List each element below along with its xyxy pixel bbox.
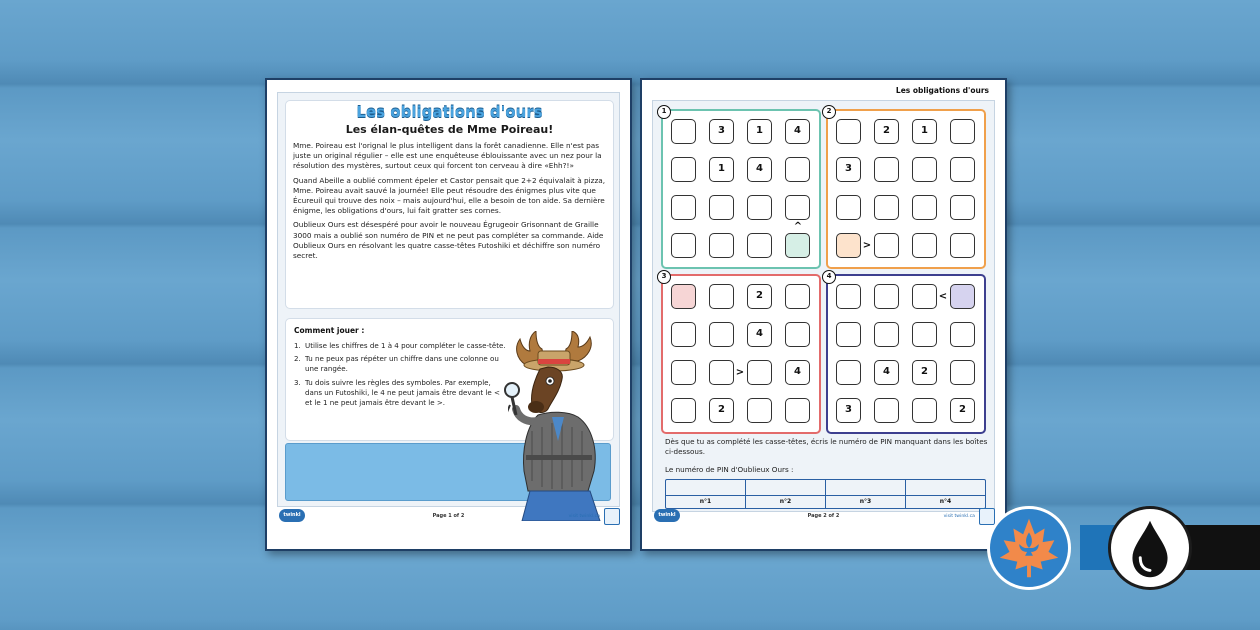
grid-cell[interactable] [950, 360, 975, 385]
badge-icon [604, 508, 620, 525]
grid-cell[interactable]: 1 [912, 119, 937, 144]
maple-leaf-fleur-de-lis-icon [987, 506, 1071, 590]
pin-column [906, 480, 985, 508]
grid-cell[interactable] [836, 119, 861, 144]
magnifying-glass-icon [502, 381, 522, 417]
grid-cell[interactable] [785, 157, 810, 182]
grid-cell[interactable]: 2 [709, 398, 734, 423]
inequality-symbol: > [862, 240, 872, 251]
page-header: Les obligations d'ours [895, 86, 989, 95]
grid-cell[interactable] [785, 322, 810, 347]
page-2-content [652, 100, 995, 512]
futoshiki-grid-4 [826, 274, 986, 434]
footer-url: visit twinkl.ca [568, 514, 600, 519]
grid-cell[interactable] [747, 195, 772, 220]
intro-paragraph: Mme. Poireau est l'orignal le plus intelligent dans la forêt canadienne. Elle n'est pas juste un original régulier – elle est une enquêteuse éblouissante avec un nez pour la résolution des mystères, surtout ceux qui forcent ton cerveau à dire «Ehh?!» [293, 141, 602, 171]
rule-item: 3. Tu dois suivre les règles des symboles. Par exemple, dans un Futoshiki, le 4 ne peut jamais être devant le < et le 1 ne peut jamais être devant le >. [294, 378, 506, 409]
grid-cell[interactable] [912, 322, 937, 347]
pin-digit-box[interactable] [746, 480, 825, 496]
grid-cell[interactable] [874, 398, 899, 423]
grid-cell[interactable] [874, 322, 899, 347]
rule-text: Utilise les chiffres de 1 à 4 pour compléter le casse-tête. [305, 341, 506, 350]
ink-drop-icon [1108, 506, 1192, 590]
inequality-symbol: < [938, 291, 948, 302]
how-to-play-title: Comment jouer : [294, 326, 365, 335]
page-number: Page 2 of 2 [807, 513, 840, 519]
grid-cell[interactable] [836, 360, 861, 385]
grid-cell[interactable] [671, 398, 696, 423]
twinkl-logo-icon: twinkl [279, 509, 305, 522]
inequality-symbol: > [735, 367, 745, 378]
grid-cell[interactable]: 3 [836, 157, 861, 182]
instructions: Dès que tu as complété les casse-têtes, écris le numéro de PIN manquant dans les boîtes ci-dessous. [665, 437, 988, 457]
puzzle-number: 1 [657, 105, 671, 119]
grid-cell[interactable] [747, 398, 772, 423]
grid-cell[interactable] [912, 284, 937, 309]
grid-cell[interactable] [874, 157, 899, 182]
grid-cell[interactable] [709, 195, 734, 220]
grid-cell[interactable] [836, 233, 861, 258]
rule-text: Tu ne peux pas répéter un chiffre dans une colonne ou une rangée. [305, 354, 499, 374]
grid-cell[interactable] [671, 284, 696, 309]
grid-cell[interactable] [671, 233, 696, 258]
grid-cell[interactable] [874, 195, 899, 220]
grid-cell[interactable] [912, 398, 937, 423]
pin-column [666, 480, 746, 508]
rule-item: 2. Tu ne peux pas répéter un chiffre dans une colonne ou une rangée. [294, 354, 506, 374]
grid-cell[interactable] [836, 322, 861, 347]
grid-cell[interactable] [671, 360, 696, 385]
grid-cell[interactable] [709, 360, 734, 385]
grid-cell[interactable]: 4 [747, 322, 772, 347]
rule-text: Tu dois suivre les règles des symboles. Par exemple, dans un Futoshiki, le 4 ne peut jamais être devant le < et le 1 ne peut jamais être devant le >. [305, 377, 500, 408]
grid-cell[interactable] [950, 157, 975, 182]
page-subtitle: Les élan-quêtes de Mme Poireau! [345, 123, 554, 136]
pin-digit-box[interactable] [906, 480, 985, 496]
grid-cell[interactable]: 2 [747, 284, 772, 309]
footer-url: visit twinkl.ca [943, 514, 975, 519]
worksheet-page-2 [640, 78, 1007, 551]
grid-cell[interactable] [671, 322, 696, 347]
grid-cell[interactable] [747, 360, 772, 385]
grid-cell[interactable] [912, 233, 937, 258]
grid-cell[interactable] [747, 233, 772, 258]
grid-cell[interactable] [785, 398, 810, 423]
futoshiki-grid-2 [826, 109, 986, 269]
pin-column [826, 480, 906, 508]
moose-detective-icon [508, 331, 626, 521]
grid-cell[interactable]: 2 [874, 119, 899, 144]
intro-box [285, 100, 614, 309]
grid-cell[interactable]: 2 [950, 398, 975, 423]
grid-cell[interactable] [671, 157, 696, 182]
grid-cell[interactable] [785, 195, 810, 220]
pin-column-label: n°2 [779, 498, 792, 505]
intro-text [293, 141, 609, 265]
grid-cell[interactable] [709, 322, 734, 347]
puzzle-number: 4 [822, 270, 836, 284]
page-title: Les obligations d'ours [356, 103, 543, 121]
grid-cell[interactable]: 4 [785, 360, 810, 385]
grid-cell[interactable] [950, 195, 975, 220]
grid-cell[interactable] [912, 157, 937, 182]
page-number: Page 1 of 2 [432, 513, 465, 519]
grid-cell[interactable] [950, 284, 975, 309]
grid-cell[interactable] [912, 195, 937, 220]
pin-label: Le numéro de PIN d'Oublieux Ours : [665, 465, 794, 474]
grid-cell[interactable]: 1 [709, 157, 734, 182]
pin-column-label: n°1 [699, 498, 712, 505]
grid-cell[interactable] [950, 322, 975, 347]
grid-cell[interactable] [671, 195, 696, 220]
grid-cell[interactable] [836, 284, 861, 309]
puzzle-number: 3 [657, 270, 671, 284]
grid-cell[interactable] [836, 195, 861, 220]
grid-cell[interactable]: 4 [785, 119, 810, 144]
grid-cell[interactable] [709, 233, 734, 258]
inequality-symbol: ^ [793, 221, 803, 232]
grid-cell[interactable]: 1 [747, 119, 772, 144]
rule-item: 1. Utilise les chiffres de 1 à 4 pour compléter le casse-tête. [294, 341, 506, 350]
grid-cell[interactable] [709, 284, 734, 309]
grid-cell[interactable]: 2 [912, 360, 937, 385]
intro-paragraph: Quand Abeille a oublié comment épeler et Castor pensait que 2+2 équivalait à pizza, Mme. Poireau avait sauvé la journée! Elle peut résoudre des énigmes plus vite que Écureuil qui trouve des noix – mais aujourd'hui, elle a besoin de ton aide. Sa dernière énigme, les obligations d'ours, lui fait gratter ses cornes. [293, 175, 606, 216]
pin-digit-box[interactable] [666, 480, 745, 496]
pin-table [665, 479, 986, 509]
grid-cell[interactable] [950, 119, 975, 144]
grid-cell[interactable] [950, 233, 975, 258]
grid-cell[interactable] [874, 233, 899, 258]
grid-cell[interactable] [874, 284, 899, 309]
grid-cell[interactable] [671, 119, 696, 144]
grid-cell[interactable]: 4 [747, 157, 772, 182]
intro-paragraph: Oublieux Ours est désespéré pour avoir le nouveau Égrugeoir Grisonnant de Graille 3000 mais a oublié son numéro de PIN et ne peut pas compléter sa commande. Aide Oublieux Ours en résolvant les quatre casse-têtes Futoshiki et déchiffre son numéro secret. [293, 220, 604, 261]
futoshiki-grid-3 [661, 274, 821, 434]
twinkl-logo-icon: twinkl [654, 509, 680, 522]
worksheet-page-1 [265, 78, 632, 551]
page-1-content [277, 92, 620, 507]
rules-list [294, 341, 506, 411]
grid-cell[interactable]: 3 [709, 119, 734, 144]
pin-digit-box[interactable] [826, 480, 905, 496]
futoshiki-grid-1 [661, 109, 821, 269]
pin-column-label: n°3 [859, 498, 872, 505]
grid-cell[interactable]: 4 [874, 360, 899, 385]
puzzle-number: 2 [822, 105, 836, 119]
grid-cell[interactable] [785, 284, 810, 309]
grid-cell[interactable] [785, 233, 810, 258]
pin-column-label: n°4 [939, 498, 952, 505]
grid-cell[interactable]: 3 [836, 398, 861, 423]
pin-column [746, 480, 826, 508]
